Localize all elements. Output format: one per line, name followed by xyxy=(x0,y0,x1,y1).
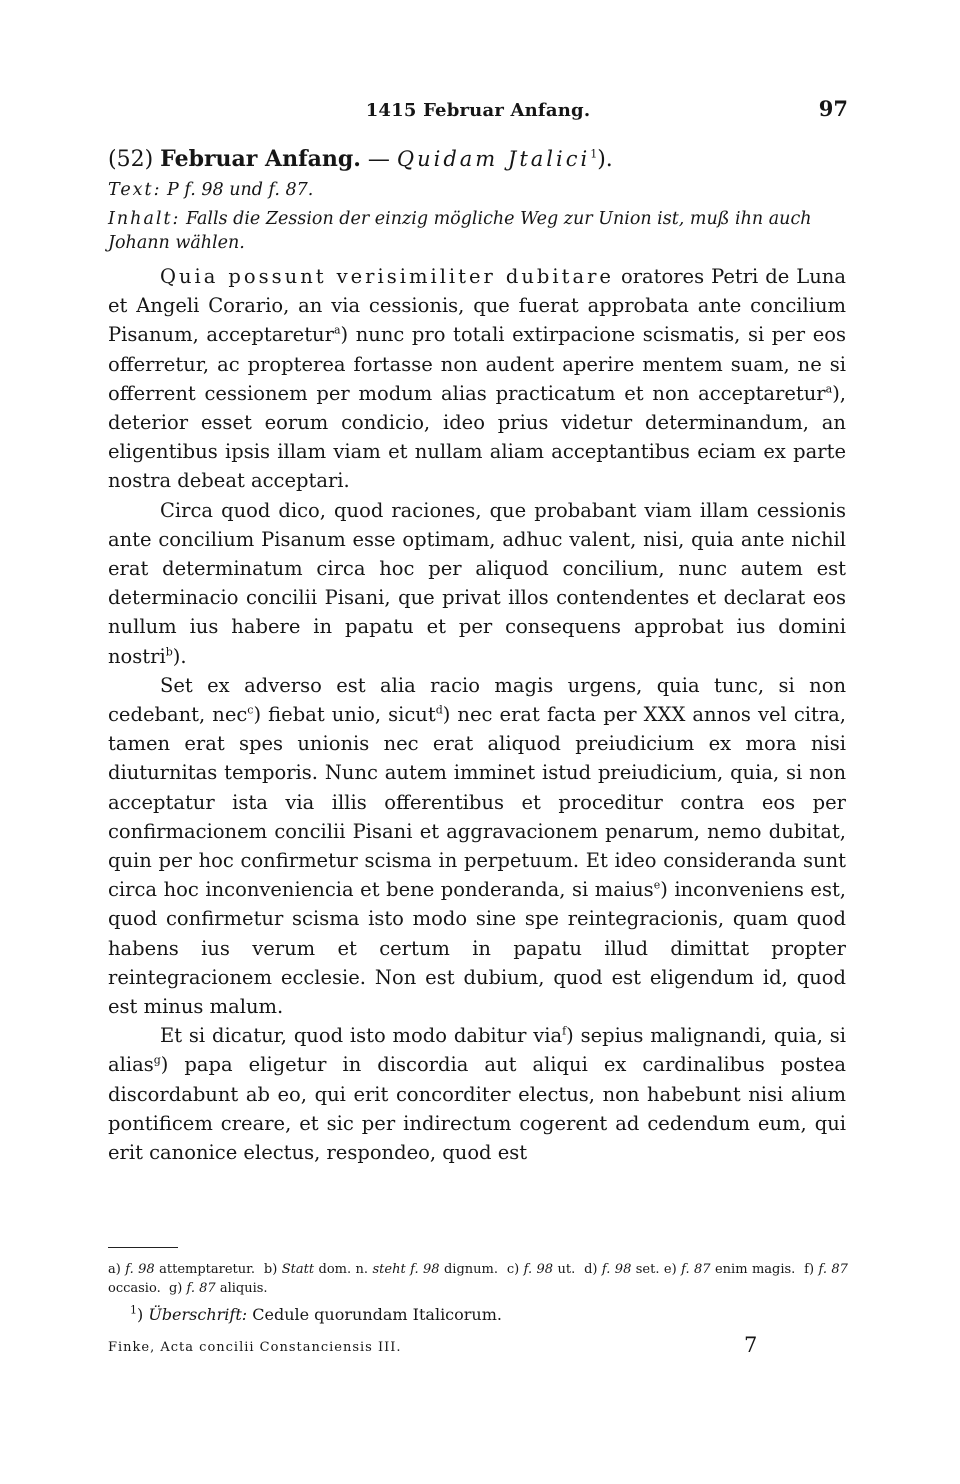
paragraph-3-text-a: Set ex adverso est alia racio magis urgens, quia tunc, si non cedebant, nec xyxy=(108,673,846,727)
paragraph-4-text-c: ) papa eligetur in discordia aut aliqui ex cardinalibus postea discordabunt ab eo, qui erit concorditer electus, non habebunt nisi alium pontificem creare, et sic per indirectum cogerent ad cedendum eum, qui erit canonice electus, respondeo, quod est xyxy=(108,1053,846,1165)
variant-label: b) xyxy=(263,1262,278,1277)
paragraph-2-text-a: Circa quod dico, quod raciones, que probabant viam illam cessionis ante concilium Pisanum esse optimam, adhuc valent, nisi, quia ante nichil erat determinatum circa hoc per aliquod concilium, nunc autem est determinacio concilii Pisani, que privat illos contendentes et declarat eos nullum ius habere in papatu et per consequens approbat ius domini nostri xyxy=(108,498,846,668)
footnote-divider xyxy=(108,1247,178,1248)
title-note-mark: 1 xyxy=(590,147,598,161)
variant-mark: e xyxy=(653,878,661,892)
paragraph-1-text-c: ), deterior esset eorum condicio, ideo prius videtur determinandum, an eligentibus ipsis illam viam et nullam aliam acceptantibus eciam ex parte nostra debeat acceptari. xyxy=(108,381,846,493)
variant-mark: a xyxy=(825,382,833,396)
paragraph-3-text-b: ) fiebat unio, sicut xyxy=(253,703,436,727)
summary xyxy=(108,207,848,255)
variant-mark: g xyxy=(153,1053,161,1067)
variant-label: a) xyxy=(108,1262,121,1277)
variant-mark: a xyxy=(333,323,341,337)
variant-label: g) xyxy=(168,1281,183,1296)
document-heading xyxy=(108,146,848,172)
paragraph-2-text-b: ). xyxy=(172,644,187,668)
variant-reading: dom. n. xyxy=(318,1262,369,1277)
paragraph-3-text-d: ) inconveniens est, quod confirmetur scisma isto modo sine spe reintegracionis, quam quod habens ius verum et certum in papatu illud dimittat propter reintegracionem ecclesie. Non est dubium, quod est eligendum id, quod est minus malum. xyxy=(108,878,847,1019)
printer-signature: Finke, Acta concilii Constanciensis III. xyxy=(108,1340,402,1355)
paragraph-4-text-b: ) sepius malignandi, quia, si alias xyxy=(108,1024,846,1077)
text-reference-value: P f. 98 und f. 87. xyxy=(167,180,314,200)
variant-label: e) xyxy=(663,1262,677,1277)
variant-reading: occasio. xyxy=(108,1281,161,1296)
variant-label: d) xyxy=(584,1262,598,1277)
summary-label: Inhalt: xyxy=(108,209,181,229)
variant-reading: enim magis. xyxy=(714,1262,796,1277)
text-reference-label: Text: xyxy=(108,180,162,200)
variant-reading: dignum. xyxy=(443,1262,498,1277)
paragraph-3 xyxy=(108,671,846,1021)
variant-mark: c xyxy=(247,703,254,717)
variant-location: f. 87 xyxy=(186,1281,216,1296)
paragraph-4-text-a: Et si dicatur, quod isto modo dabitur via xyxy=(160,1024,563,1048)
paragraph-3-text-c: ) nec erat facta per XXX annos vel citra, tamen erat spes unionis nec erat aliquod preiudicium ex mora nisi diuturnitas temporis. Nunc autem imminet istud preiudicium, quia, si non acceptatur ista via illis offerentibus et proceditur contra eos per confirmacionem concilii Pisani et aggravacionem penarum, nemo dubitat, quin per hoc confirmetur scisma in perpetuum. Et ideo consideranda sunt circa hoc inconveniencia et bene ponderanda, si maius xyxy=(108,703,847,902)
variant-reading: ut. xyxy=(557,1262,576,1277)
heading-dash: — xyxy=(367,147,390,172)
footnote-1-text: Cedule quorundam Italicorum. xyxy=(252,1305,502,1324)
variant-location: f. 98 xyxy=(523,1262,554,1277)
running-head xyxy=(108,96,848,126)
variant-apparatus xyxy=(108,1260,848,1298)
main-text xyxy=(108,262,846,1167)
page-number: 97 xyxy=(818,96,848,121)
variant-mark: f xyxy=(562,1024,567,1038)
variant-location: f. 87 xyxy=(681,1262,711,1277)
variant-label: c) xyxy=(506,1262,520,1277)
paragraph-1-lead: Quia possunt verisimiliter dubitare xyxy=(160,265,614,288)
footnote-1-mark: 1 xyxy=(130,1303,137,1317)
paragraph-1-text-a: oratores Petri de Luna et Angeli Corario, an via cessionis, que fuerat approbata ante concilium Pisanum, acceptaretur xyxy=(108,265,846,347)
sheet-number: 7 xyxy=(744,1333,758,1357)
footnote-1-label: Überschrift: xyxy=(148,1305,248,1324)
variant-mark: b xyxy=(165,645,173,659)
running-title: 1415 Februar Anfang. xyxy=(365,100,591,121)
variant-reading: attemptaretur. xyxy=(159,1262,256,1277)
document-number: (52) xyxy=(108,147,154,172)
paragraph-4 xyxy=(108,1021,846,1167)
variant-label: f) xyxy=(804,1262,815,1277)
footnote-1: $^1$) Überschrift: Cedule quorundam Italicorum. xyxy=(130,1303,502,1324)
document-title: Quidam Jtalici xyxy=(396,147,591,171)
text-reference xyxy=(108,178,848,202)
document-date: Februar Anfang. xyxy=(160,146,361,172)
paragraph-1-text-b: ) nunc pro totali extirpacione scismatis, si per eos offerretur, ac propterea fortasse non audent aperire mentem suam, ne si offerrent cessionem per modum alias practicatum et non acceptaretur xyxy=(108,323,847,405)
variant-location: Statt xyxy=(281,1262,315,1277)
variant-mark: d xyxy=(435,703,443,717)
paragraph-1 xyxy=(108,262,846,496)
variant-reading: set. xyxy=(635,1262,660,1277)
variant-location: f. 98 xyxy=(601,1262,632,1277)
paragraph-2 xyxy=(108,496,846,671)
variant-location: steht f. 98 xyxy=(372,1262,440,1277)
variant-reading: aliquis. xyxy=(219,1281,268,1296)
title-end: ). xyxy=(597,147,613,172)
summary-text: Falls die Zession der einzig mögliche Weg zur Union ist, muß ihn auch Johann wählen. xyxy=(108,209,812,253)
variant-location: f. 98 xyxy=(125,1262,155,1277)
variant-location: f. 87 xyxy=(818,1262,848,1277)
